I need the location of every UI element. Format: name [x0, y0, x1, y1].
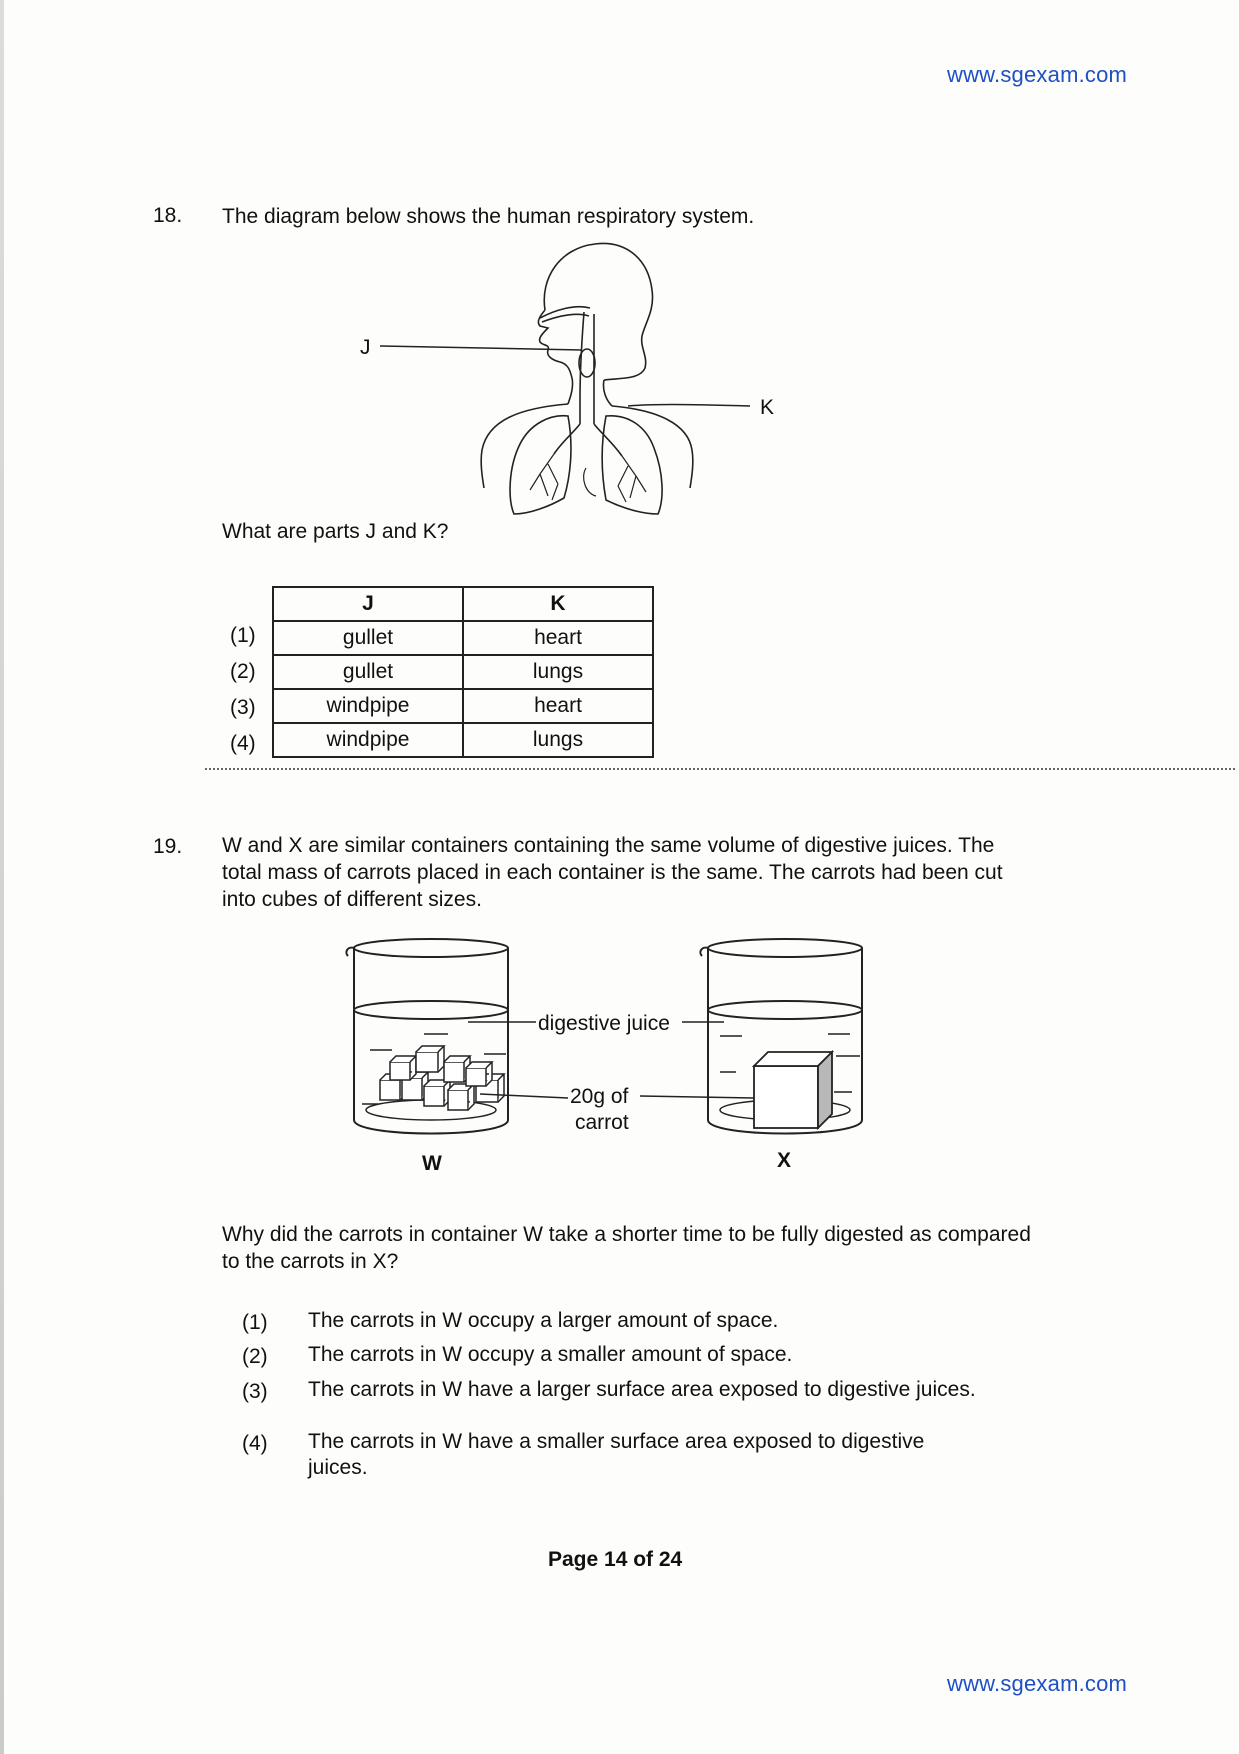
header-url[interactable]: www.sgexam.com [947, 62, 1128, 87]
label-carrot: carrot [575, 1111, 629, 1134]
table-cell-k: heart [463, 689, 653, 723]
option-text: The carrots in W have a smaller surface area exposed to digestive juices. [308, 1430, 925, 1479]
q18-number: 18. [153, 204, 183, 227]
option-number: (2) [242, 1345, 268, 1368]
scan-edge [0, 0, 4, 1754]
label-carrot-mass: 20g of [570, 1085, 629, 1108]
label-j: J [360, 336, 371, 359]
row-label: (2) [230, 660, 256, 683]
label-container-x: X [777, 1149, 792, 1172]
q18-question: What are parts J and K? [222, 520, 449, 543]
q18-text: The diagram below shows the human respiratory system. [222, 205, 755, 228]
q19-text-line: W and X are similar containers containing the same volume of digestive juices. The [222, 834, 995, 857]
label-container-w: W [422, 1152, 442, 1175]
containers-diagram [340, 930, 900, 1180]
row-label: (4) [230, 732, 256, 755]
option-number: (3) [242, 1380, 268, 1403]
table-row [273, 621, 653, 655]
q19-question-line: Why did the carrots in container W take a shorter time to be fully digested as compared [222, 1223, 1031, 1246]
table-cell-k: lungs [463, 723, 653, 757]
footer-url[interactable]: www.sgexam.com [947, 1671, 1128, 1696]
option-text: The carrots in W have a larger surface area exposed to digestive juices. [308, 1378, 976, 1401]
page-number: Page 14 of 24 [548, 1548, 683, 1571]
option-text: The carrots in W occupy a larger amount of space. [308, 1309, 779, 1332]
table-row [273, 723, 653, 757]
answer-table [272, 586, 654, 758]
table-header-k: K [463, 587, 653, 621]
table-cell-j: windpipe [273, 723, 463, 757]
row-label: (1) [230, 624, 256, 647]
label-k: K [760, 396, 775, 419]
table-cell-j: gullet [273, 655, 463, 689]
option-number: (1) [242, 1311, 268, 1334]
q19-question-line: to the carrots in X? [222, 1250, 399, 1273]
option-text: The carrots in W occupy a smaller amount of space. [308, 1343, 793, 1366]
q19-text-line: into cubes of different sizes. [222, 888, 482, 911]
table-row [273, 689, 653, 723]
row-label: (3) [230, 696, 256, 719]
table-row [273, 655, 653, 689]
q19-text-line: total mass of carrots placed in each container is the same. The carrots had been cut [222, 861, 1003, 884]
respiratory-system-diagram [360, 238, 810, 518]
table-cell-k: lungs [463, 655, 653, 689]
table-cell-j: gullet [273, 621, 463, 655]
table-header-j: J [273, 587, 463, 621]
option-number: (4) [242, 1432, 268, 1455]
separator-line [205, 768, 1235, 770]
table-header-row [273, 587, 653, 621]
table-cell-k: heart [463, 621, 653, 655]
label-digestive-juice: digestive juice [538, 1012, 670, 1035]
table-cell-j: windpipe [273, 689, 463, 723]
q19-number: 19. [153, 835, 183, 858]
